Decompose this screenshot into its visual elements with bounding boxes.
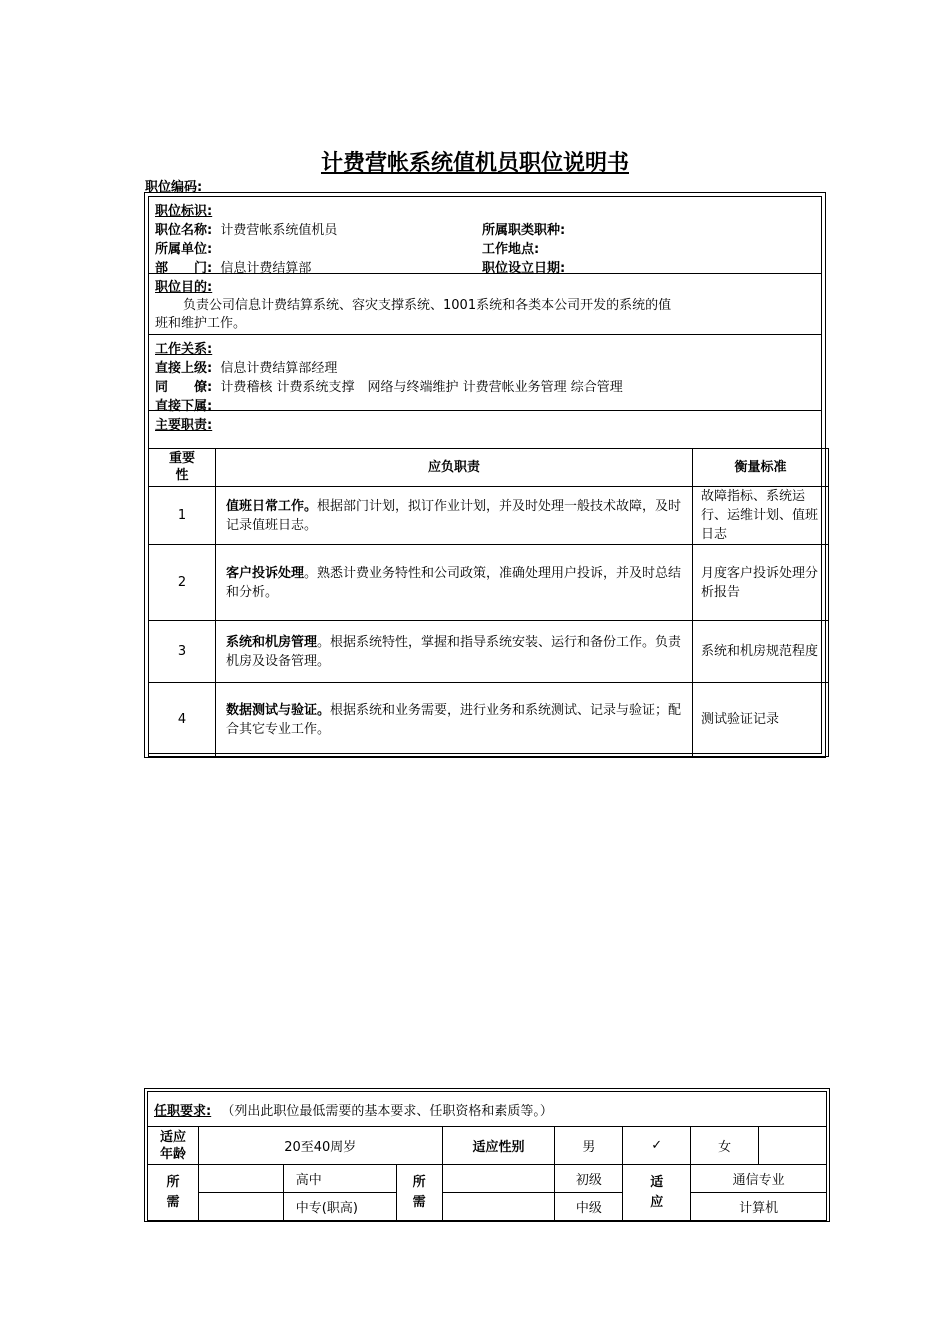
age-gender-row	[148, 1127, 827, 1165]
education-row-2	[148, 1193, 827, 1221]
title-blank-1	[442, 1165, 555, 1193]
duties-header-row	[149, 449, 829, 487]
table-row	[149, 621, 829, 683]
identification-heading: 职位标识:	[155, 204, 213, 219]
identification-section	[149, 197, 821, 274]
subordinate-label: 直接下属:	[155, 399, 213, 414]
position-name-row	[155, 219, 337, 238]
requirements-frame	[144, 1088, 830, 1222]
duty-description	[216, 683, 693, 757]
relations-section	[149, 334, 821, 414]
gender-female: 女	[691, 1127, 759, 1165]
duty-description	[216, 545, 693, 621]
table-row	[149, 545, 829, 621]
importance-column-header	[149, 449, 216, 487]
superior-value: 信息计费结算部经理	[220, 361, 338, 376]
row-number: 4	[149, 683, 216, 757]
major-telecom: 通信专业	[691, 1165, 827, 1193]
major-label	[623, 1165, 691, 1221]
requirements-header-cell	[148, 1092, 827, 1127]
department-value: 信息计费结算部	[220, 261, 312, 276]
duty-title: 系统和机房管理	[226, 634, 318, 650]
requirements-note: （列出此职位最低需要的基本要求、任职资格和素质等。）	[221, 1103, 553, 1119]
row-number: 3	[149, 621, 216, 683]
education-blank-2	[198, 1193, 283, 1221]
category-label: 所属职类职种:	[482, 223, 566, 238]
purpose-text-line1: 负责公司信息计费结算系统、容灾支撑系统、1001系统和各类本公司开发的系统的值	[183, 298, 672, 313]
purpose-text-line2: 班和维护工作。	[155, 316, 247, 331]
unit-label: 所属单位:	[155, 242, 213, 257]
title-mid: 中级	[555, 1193, 623, 1221]
peers-label: 同 僚:	[155, 380, 213, 395]
education-vocational: 中专(职高)	[283, 1193, 396, 1221]
education-label-text: 所需	[166, 1174, 180, 1210]
requirements-header-row	[148, 1092, 827, 1127]
peers-value: 计费稽核 计费系统支撑 网络与终端维护 计费营帐业务管理 综合管理	[220, 380, 623, 395]
requirements-heading: 任职要求:	[154, 1103, 212, 1119]
gender-label: 适应性别	[442, 1127, 555, 1165]
duty-text: 。根据系统特性，掌握和指导系统安装、运行和备份工作。负责机房及设备管理。	[226, 634, 682, 669]
position-info-inner	[148, 196, 822, 754]
department-label: 部 门:	[155, 261, 213, 276]
education-high-school: 高中	[283, 1165, 396, 1193]
requirements-table	[147, 1091, 827, 1221]
superior-row	[155, 357, 337, 376]
major-label-text: 适应	[650, 1174, 664, 1210]
duty-measure: 系统和机房规范程度	[693, 621, 829, 683]
location-label: 工作地点:	[482, 242, 540, 257]
row-number: 1	[149, 487, 216, 545]
setup-date-label: 职位设立日期:	[482, 261, 566, 276]
purpose-heading: 职位目的:	[155, 280, 213, 295]
duty-title: 客户投诉处理	[226, 565, 305, 581]
major-computer: 计算机	[691, 1193, 827, 1221]
measure-column-header: 衡量标准	[693, 449, 829, 487]
duty-measure: 故障指标、系统运行、运维计划、值班日志	[693, 487, 829, 545]
title-label-text: 所需	[412, 1174, 426, 1210]
duty-title: 值班日常工作。	[226, 498, 318, 514]
education-label	[148, 1165, 199, 1221]
title-junior: 初级	[555, 1165, 623, 1193]
duty-text: 根据系统和业务需要，进行业务和系统测试、记录与验证；配合其它专业工作。	[226, 702, 682, 737]
document-title: 计费营帐系统值机员职位说明书	[320, 151, 629, 176]
position-name-label: 职位名称:	[155, 223, 213, 238]
duty-description	[216, 621, 693, 683]
purpose-section	[149, 273, 821, 335]
superior-label: 直接上级:	[155, 361, 213, 376]
relations-heading: 工作关系:	[155, 342, 213, 357]
duties-table	[148, 448, 829, 757]
position-name-value: 计费营帐系统值机员	[220, 223, 338, 238]
gender-male-check: ✓	[623, 1127, 691, 1165]
duty-description	[216, 487, 693, 545]
title-label	[396, 1165, 442, 1221]
duty-column-header: 应负职责	[216, 449, 693, 487]
duty-measure: 测试验证记录	[693, 683, 829, 757]
education-row-1	[148, 1165, 827, 1193]
position-info-frame	[144, 192, 826, 758]
table-row	[149, 683, 829, 757]
duty-text: 。熟悉计费业务特性和公司政策，准确处理用户投诉，并及时总结和分析。	[226, 565, 682, 600]
education-blank-1	[198, 1165, 283, 1193]
age-label	[148, 1127, 199, 1165]
importance-header-text: 重要性	[168, 451, 195, 483]
duties-heading: 主要职责:	[155, 418, 213, 433]
position-code-label: 职位编码:	[145, 180, 203, 195]
age-value: 20至40周岁	[198, 1127, 442, 1165]
title-blank-2	[442, 1193, 555, 1221]
gender-female-check	[759, 1127, 827, 1165]
duty-measure: 月度客户投诉处理分析报告	[693, 545, 829, 621]
table-row	[149, 487, 829, 545]
age-label-text: 适应年龄	[159, 1129, 186, 1162]
row-number: 2	[149, 545, 216, 621]
duty-text: 根据部门计划，拟订作业计划，并及时处理一般技术故障，及时记录值班日志。	[226, 498, 682, 533]
gender-male: 男	[555, 1127, 623, 1165]
peers-row	[155, 376, 623, 395]
duty-title: 数据测试与验证。	[226, 702, 331, 718]
